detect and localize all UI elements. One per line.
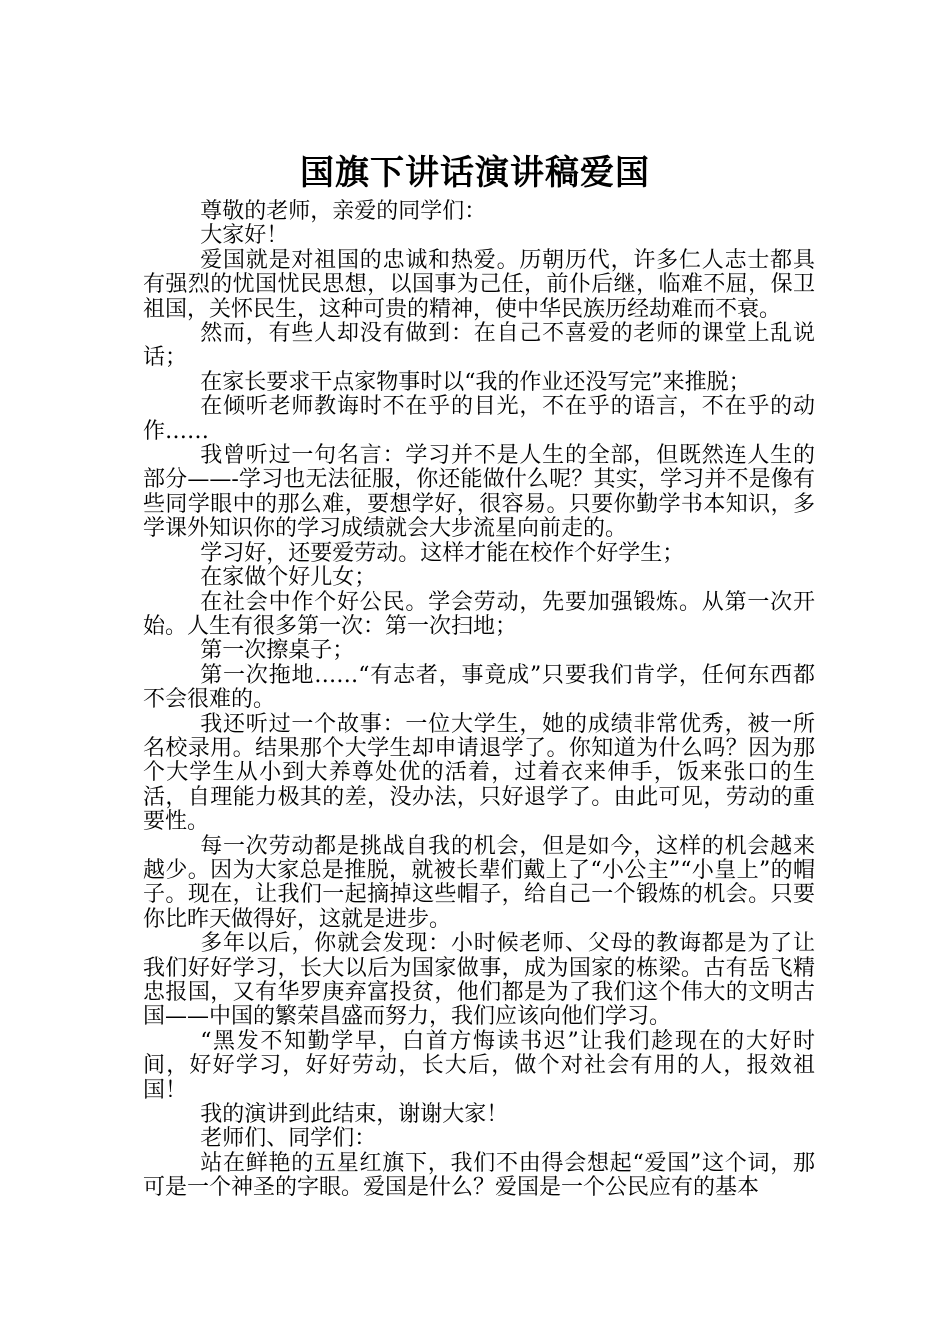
paragraph: 多年以后，你就会发现：小时候老师、父母的教诲都是为了让我们好好学习，长大以后为国家做事，成为国家的栋梁。古有岳飞精忠报国，又有华罗庚弃富投贫，他们都是为了我们这个伟大的文明古国——中国的繁荣昌盛而努力，我们应该向他们学习。 <box>143 931 815 1030</box>
paragraph: 老师们、同学们： <box>200 1126 377 1152</box>
paragraph: 然而，有些人却没有做到：在自己不喜爱的老师的课堂上乱说话； <box>143 321 815 371</box>
paragraph: 第一次拖地……“有志者，事竟成”只要我们肯学，任何东西都不会很难的。 <box>143 662 815 713</box>
document-body <box>143 200 815 1201</box>
paragraph: 爱国就是对祖国的忠诚和热爱。历朝历代，许多仁人志士都具有强烈的忧国忧民思想，以国事为己任，前仆后继，临难不屈，保卫祖国，关怀民生，这种可贵的精神，使中华民族历经劫难而不衰。 <box>143 247 815 322</box>
paragraph: 站在鲜艳的五星红旗下，我们不由得会想起“爱国”这个词，那可是一个神圣的字眼。爱国是什么？爱国是一个公民应有的基本 <box>143 1150 815 1201</box>
paragraph: 每一次劳动都是挑战自我的机会，但是如今，这样的机会越来越少。因为大家总是推脱，就被长辈们戴上了“小公主”“小皇上”的帽子。现在，让我们一起摘掉这些帽子，给自己一个锻炼的机会。只要你比昨天做得好，这就是进步。 <box>143 833 815 932</box>
paragraph: 在社会中作个好公民。学会劳动，先要加强锻炼。从第一次开始。人生有很多第一次：第一次扫地； <box>143 589 815 639</box>
document-title: 国旗下讲话演讲稿爱国 <box>300 152 650 193</box>
paragraph: 第一次擦桌子； <box>200 638 355 664</box>
paragraph: 大家好！ <box>200 223 289 249</box>
paragraph: “黑发不知勤学早，白首方悔读书迟”让我们趁现在的大好时间，好好学习，好好劳动，长大后，做个对社会有用的人，报效祖国！ <box>143 1028 815 1103</box>
paragraph: 学习好，还要爱劳动。这样才能在校作个好学生； <box>200 540 685 566</box>
paragraph: 我曾听过一句名言：学习并不是人生的全部，但既然连人生的部分——-学习也无法征服，你还能做什么呢？其实，学习并不是像有些同学眼中的那么难，要想学好，很容易。只要你勤学书本知识，多学课外知识你的学习成绩就会大步流星向前走的。 <box>143 443 815 542</box>
paragraph: 在家做个好儿女； <box>200 565 377 591</box>
paragraph: 尊敬的老师，亲爱的同学们： <box>200 199 487 224</box>
paragraph: 我还听过一个故事：一位大学生，她的成绩非常优秀，被一所名校录用。结果那个大学生却申请退学了。你知道为什么吗？因为那个大学生从小到大养尊处优的活着，过着衣来伸手，饭来张口的生活，自理能力极其的差，没办法，只好退学了。由此可见，劳动的重要性。 <box>143 711 815 835</box>
paragraph: 在家长要求干点家物事时以“我的作业还没写完”来推脱； <box>200 369 751 395</box>
paragraph: 我的演讲到此结束，谢谢大家！ <box>200 1102 509 1128</box>
paragraph: 在倾听老师教诲时不在乎的目光，不在乎的语言，不在乎的动作…… <box>143 394 815 444</box>
